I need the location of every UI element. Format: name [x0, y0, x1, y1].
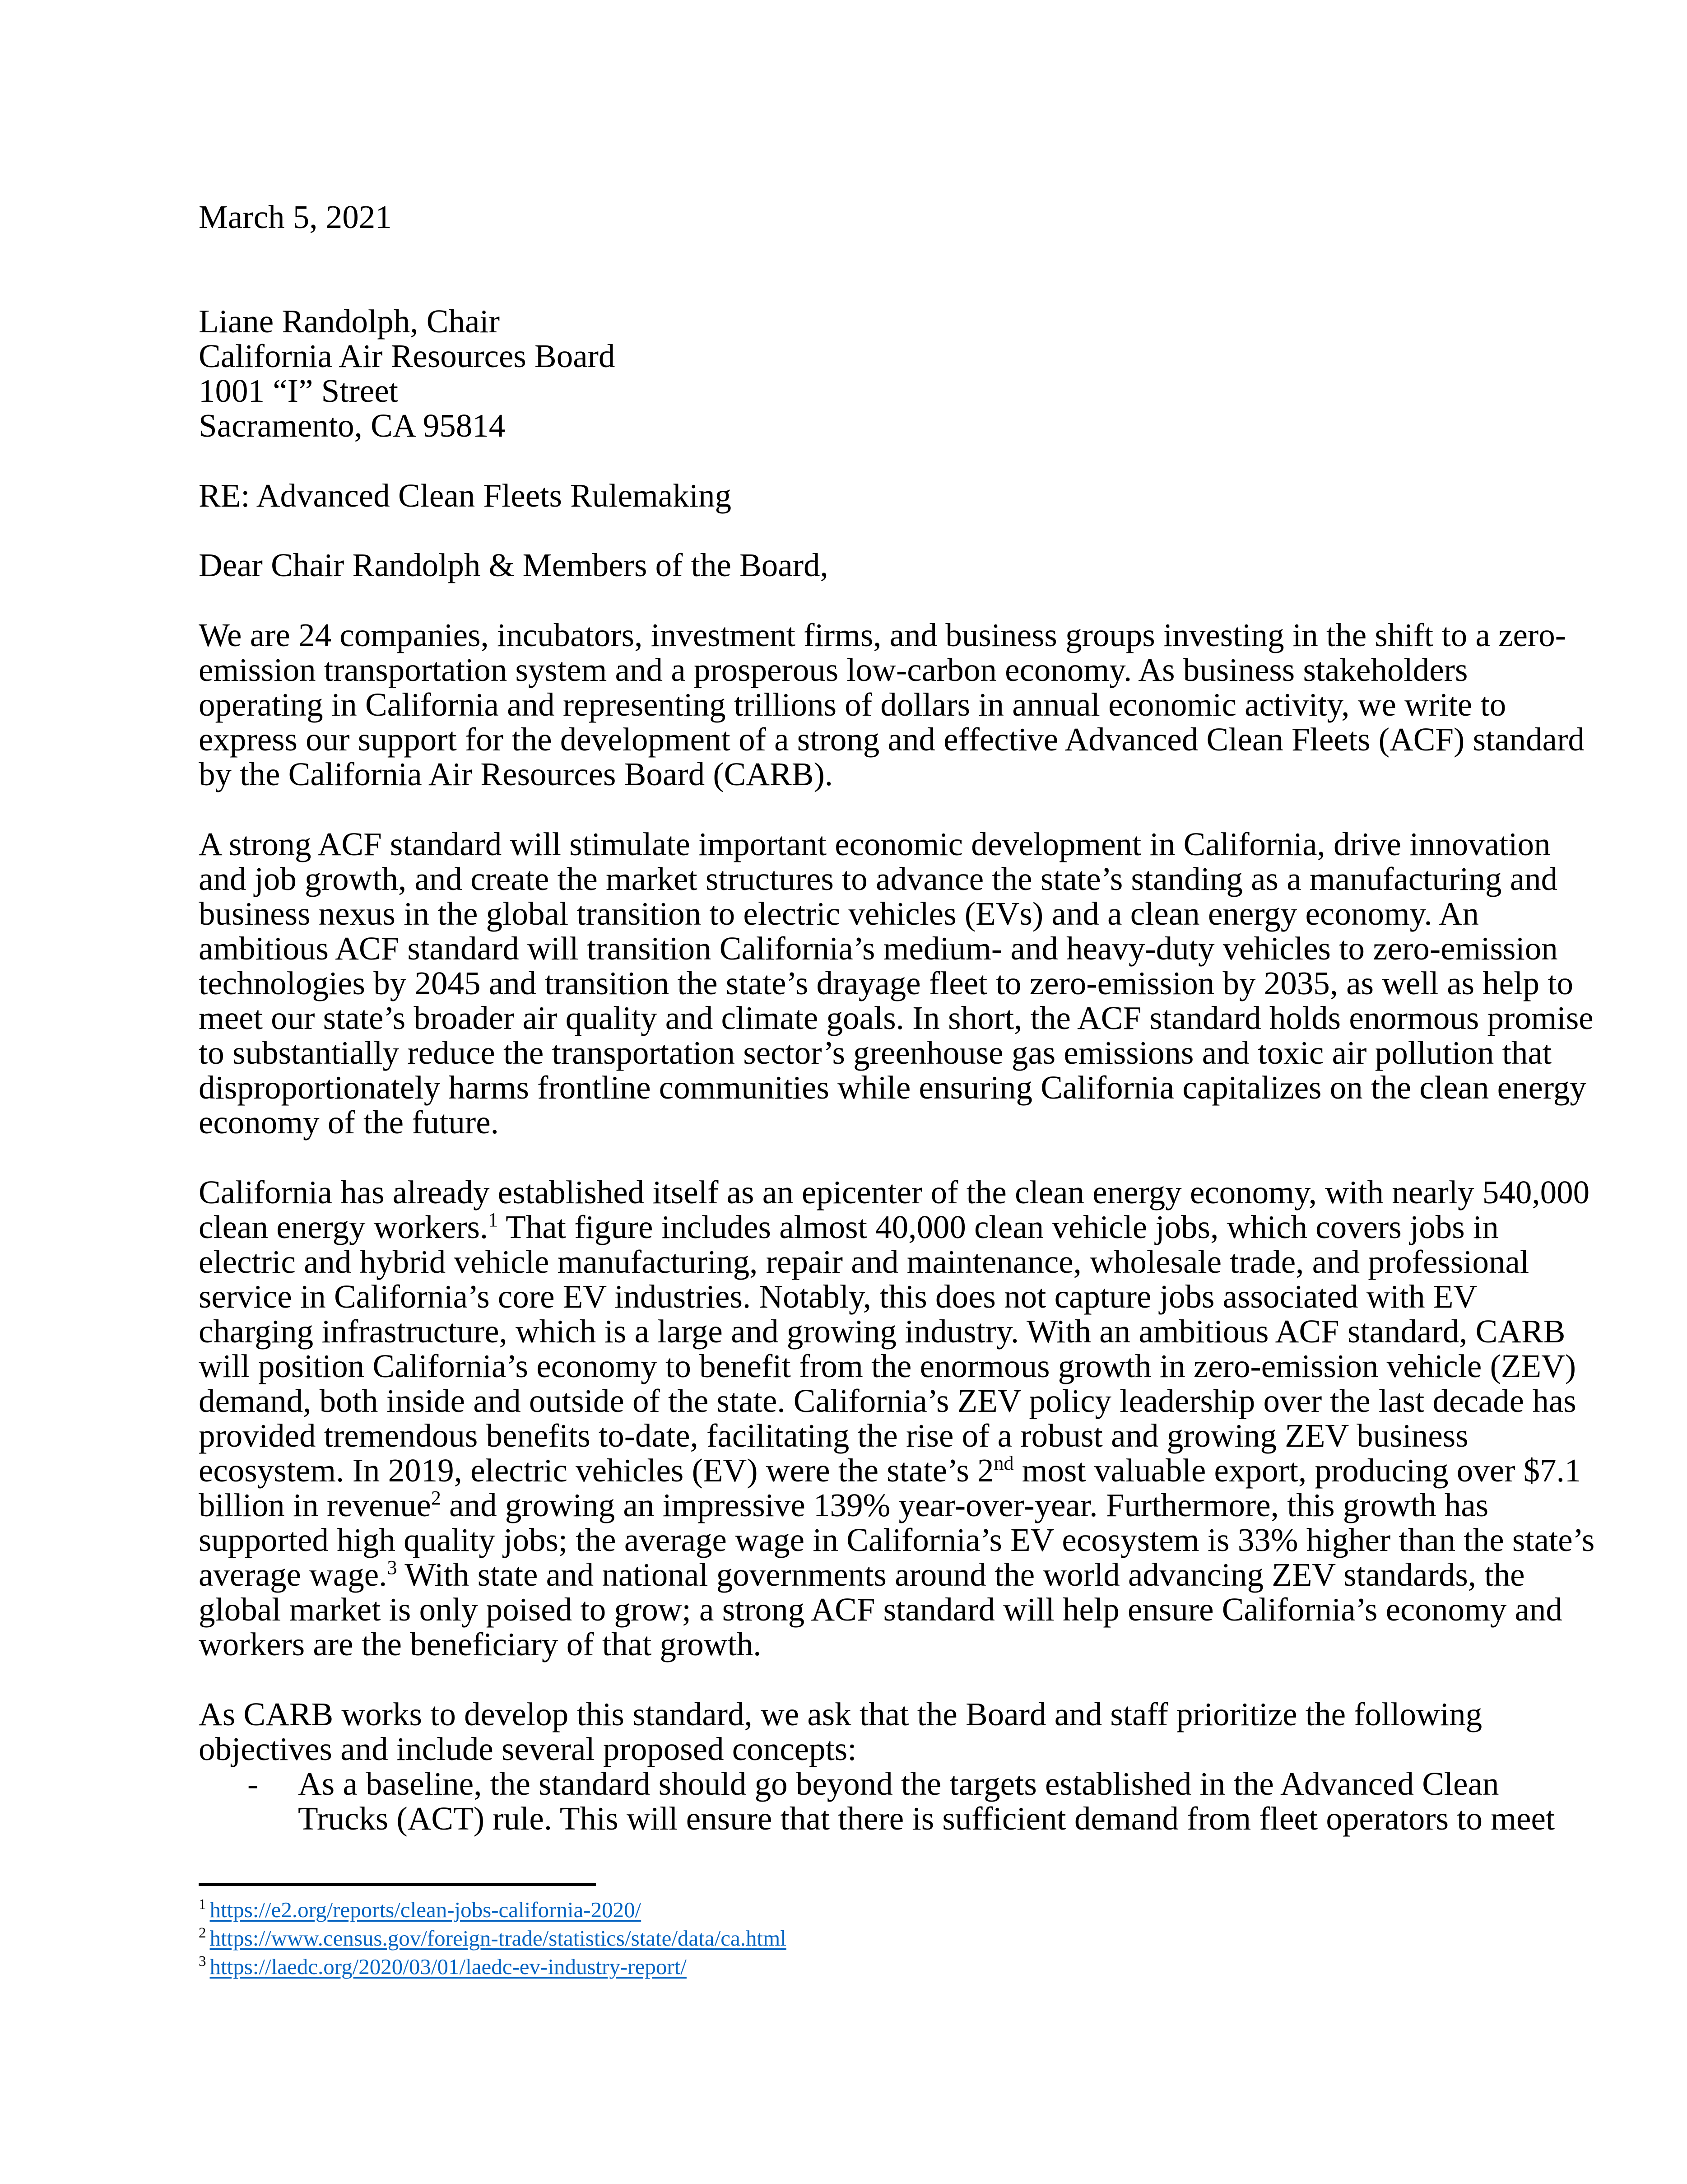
subject-line: RE: Advanced Clean Fleets Rulemaking [199, 477, 731, 514]
text-run: With state and national governments around the world advancing ZEV standards, the [397, 1556, 1525, 1593]
paragraph-line: and job growth, and create the market structures to advance the state’s standing as a manufacturing and [199, 861, 1558, 897]
paragraph-line: economy of the future. [199, 1104, 499, 1141]
paragraph-line: demand, both inside and outside of the state. California’s ZEV policy leadership over the last decade has [199, 1383, 1576, 1419]
paragraph-line: emission transportation system and a prosperous low-carbon economy. As business stakeholders [199, 652, 1468, 688]
recipient-name: Liane Randolph, Chair [199, 303, 500, 340]
footnote-ref-2[interactable]: 2 [431, 1487, 441, 1509]
paragraph-line: business nexus in the global transition to electric vehicles (EVs) and a clean energy economy. An [199, 895, 1479, 932]
paragraph-line: We are 24 companies, incubators, investment firms, and business groups investing in the shift to a zero- [199, 617, 1566, 653]
paragraph-line: will position California’s economy to benefit from the enormous growth in zero-emission vehicle (ZEV) [199, 1348, 1576, 1384]
text-run: ecosystem. In 2019, electric vehicles (EV) were the state’s 2 [199, 1452, 994, 1489]
text-run: clean energy workers. [199, 1209, 488, 1245]
paragraph-line: electric and hybrid vehicle manufacturing, repair and maintenance, wholesale trade, and professional [199, 1243, 1529, 1280]
paragraph-line [199, 1210, 1499, 1244]
list-item-line: Trucks (ACT) rule. This will ensure that there is sufficient demand from fleet operators to meet [298, 1800, 1555, 1837]
dash-bullet-icon: - [247, 1765, 259, 1802]
paragraph-line: disproportionately harms frontline communities while ensuring California capitalizes on the clean energy [199, 1069, 1586, 1106]
text-run: That figure includes almost 40,000 clean vehicle jobs, which covers jobs in [498, 1209, 1499, 1245]
recipient-street: 1001 “I” Street [199, 373, 398, 409]
footnote-link[interactable]: https://www.census.gov/foreign-trade/statistics/state/data/ca.html [209, 1926, 786, 1951]
letter-date: March 5, 2021 [199, 199, 392, 235]
paragraph-line: supported high quality jobs; the average wage in California’s EV ecosystem is 33% higher than the state’s [199, 1522, 1595, 1558]
paragraph-line: service in California’s core EV industries. Notably, this does not capture jobs associated with EV [199, 1278, 1478, 1315]
paragraph-line: to substantially reduce the transportation sector’s greenhouse gas emissions and toxic air pollution that [199, 1034, 1552, 1071]
paragraph-line: by the California Air Resources Board (CARB). [199, 756, 833, 792]
text-run: and growing an impressive 139% year-over-year. Furthermore, this growth has [441, 1487, 1489, 1523]
footnote-number: 1 [199, 1896, 206, 1913]
ordinal-suffix: nd [994, 1452, 1014, 1474]
paragraph-line: As CARB works to develop this standard, we ask that the Board and staff prioritize the following [199, 1696, 1483, 1732]
paragraph-line: ambitious ACF standard will transition California’s medium- and heavy-duty vehicles to zero-emission [199, 930, 1558, 967]
footnote-ref-3[interactable]: 3 [387, 1556, 397, 1579]
footnote-link[interactable]: https://laedc.org/2020/03/01/laedc-ev-industry-report/ [209, 1954, 687, 1979]
recipient-organization: California Air Resources Board [199, 338, 615, 374]
text-run: average wage. [199, 1556, 387, 1593]
footnote-number: 2 [199, 1925, 206, 1941]
paragraph-line: global market is only poised to grow; a strong ACF standard will help ensure California’s economy and [199, 1591, 1562, 1628]
footnote [199, 1953, 687, 1980]
footnote-ref-1[interactable]: 1 [488, 1209, 498, 1231]
recipient-city: Sacramento, CA 95814 [199, 407, 506, 444]
footnote-number: 3 [199, 1953, 206, 1970]
paragraph-line: A strong ACF standard will stimulate important economic development in California, drive innovation [199, 826, 1551, 862]
salutation: Dear Chair Randolph & Members of the Board, [199, 547, 828, 583]
text-run: billion in revenue [199, 1487, 431, 1523]
footnote-link[interactable]: https://e2.org/reports/clean-jobs-california-2020/ [209, 1897, 641, 1922]
paragraph-line [199, 1557, 1524, 1592]
footnote [199, 1896, 641, 1923]
paragraph-line: workers are the beneficiary of that growth. [199, 1626, 762, 1662]
paragraph-line: objectives and include several proposed concepts: [199, 1731, 857, 1767]
paragraph-line: provided tremendous benefits to-date, facilitating the rise of a robust and growing ZEV business [199, 1417, 1469, 1454]
list-item-line: As a baseline, the standard should go beyond the targets established in the Advanced Clean [298, 1765, 1499, 1802]
footnote-separator [199, 1883, 596, 1886]
footnote [199, 1925, 786, 1952]
paragraph-line: technologies by 2045 and transition the state’s drayage fleet to zero-emission by 2035, as well as help to [199, 965, 1573, 1001]
paragraph-line: express our support for the development of a strong and effective Advanced Clean Fleets (ACF) standard [199, 721, 1585, 758]
paragraph-line: meet our state’s broader air quality and climate goals. In short, the ACF standard holds enormous promise [199, 1000, 1594, 1036]
paragraph-line: charging infrastructure, which is a large and growing industry. With an ambitious ACF standard, CARB [199, 1313, 1566, 1350]
paragraph-line: operating in California and representing trillions of dollars in annual economic activity, we write to [199, 686, 1506, 723]
paragraph-line: California has already established itself as an epicenter of the clean energy economy, with nearly 540,000 [199, 1174, 1590, 1211]
paragraph-line [199, 1488, 1488, 1523]
text-run: most valuable export, producing over $7.1 [1013, 1452, 1581, 1489]
paragraph-line [199, 1453, 1581, 1488]
